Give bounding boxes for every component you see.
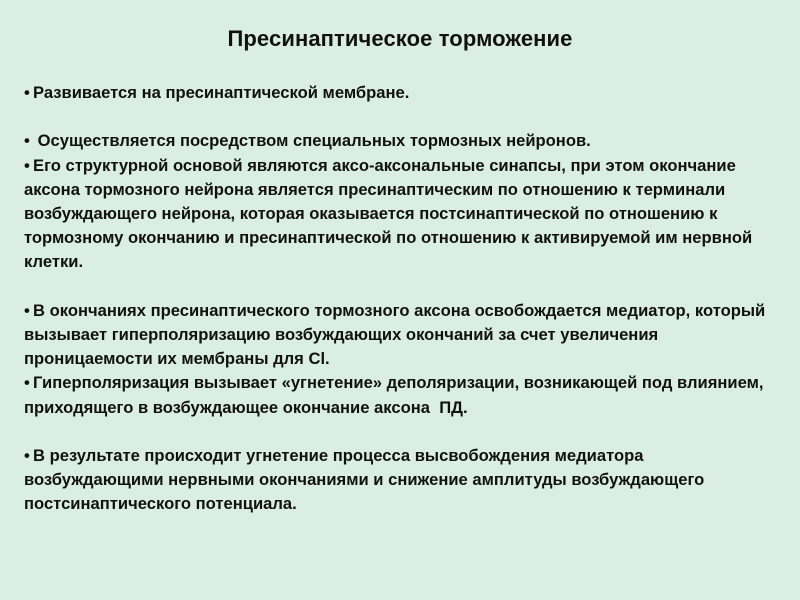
- paragraph-text: Его структурной основой являются аксо-аксональные синапсы, при этом окончание аксона тормозного нейрона является пресинаптическим по отношению к терминали возбуждающего нейрона, которая оказывается постсинаптической по отношению к тормозному окончанию и пресинаптической по отношению к активируемой им нервной клетки.: [24, 155, 753, 272]
- paragraph-gap: [24, 420, 784, 444]
- bullet-icon: •: [24, 300, 30, 320]
- paragraph-text: Осуществляется посредством специальных тормозных нейронов.: [33, 131, 591, 151]
- bullet-icon: •: [24, 131, 30, 151]
- bullet-icon: •: [24, 446, 30, 465]
- paragraph-text: Гиперполяризация вызывает «угнетение» деполяризации, возникающей под влиянием, приходящего в возбуждающее окончание аксона ПД.: [24, 373, 769, 417]
- bullet-icon: •: [24, 155, 30, 175]
- paragraph-4: [24, 299, 784, 372]
- slide-body: [24, 81, 784, 517]
- bullet-icon: •: [24, 83, 30, 102]
- paragraph-3: [24, 154, 784, 275]
- paragraph-gap: [24, 275, 784, 299]
- paragraph-text: В окончаниях пресинаптического тормозного аксона освобождается медиатор, который вызывает гиперполяризацию возбуждающих окончаний за счет увеличения проницаемости их мембраны для Cl.: [24, 300, 766, 369]
- paragraph-5: [24, 371, 784, 419]
- paragraph-text: Развивается на пресинаптической мембране.: [33, 83, 410, 102]
- bullet-icon: •: [24, 373, 30, 393]
- paragraph-2: [24, 129, 784, 153]
- paragraph-text: В результате происходит угнетение процесса высвобождения медиатора возбуждающими нервными окончаниями и снижение амплитуды возбуждающего постсинаптического потенциала.: [24, 446, 705, 514]
- paragraph-1: [24, 81, 784, 105]
- slide-title: Пресинаптическое торможение: [227, 26, 573, 51]
- paragraph-6: [24, 444, 784, 517]
- paragraph-gap: [24, 105, 784, 129]
